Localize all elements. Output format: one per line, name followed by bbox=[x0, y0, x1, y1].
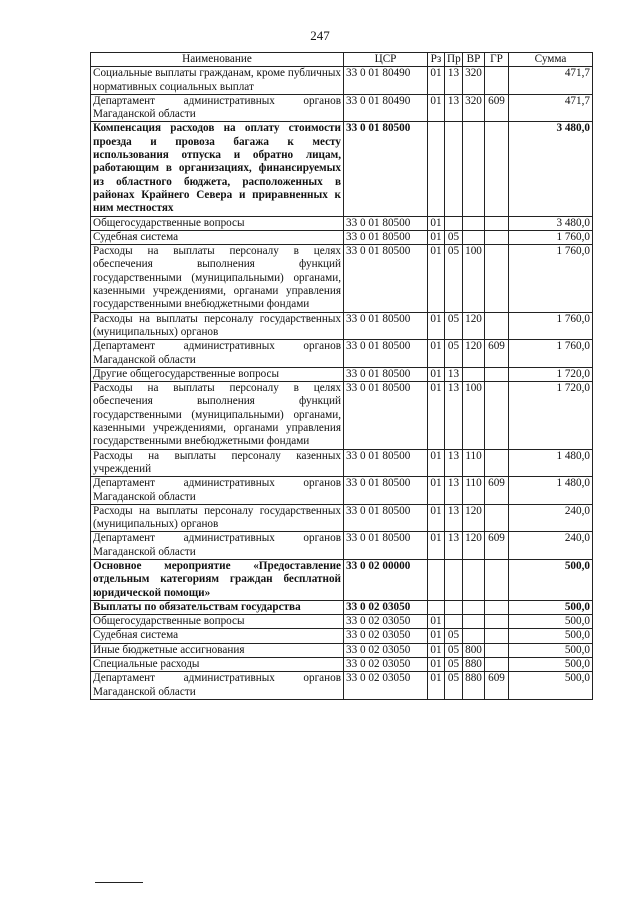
table-row bbox=[91, 122, 593, 216]
row-rz-cell: 01 bbox=[428, 67, 445, 95]
row-sum-cell: 240,0 bbox=[509, 504, 593, 532]
row-rz-cell: 01 bbox=[428, 672, 445, 700]
row-name-cell: Департамент административных органов Магаданской области bbox=[91, 672, 344, 700]
header-vr: ВР bbox=[463, 53, 485, 67]
row-csr-cell: 33 0 02 03050 bbox=[344, 600, 428, 614]
row-csr-cell: 33 0 01 80500 bbox=[344, 532, 428, 560]
row-name-cell: Расходы на выплаты персоналу государственных (муниципальных) органов bbox=[91, 312, 344, 340]
row-gr-cell bbox=[485, 504, 509, 532]
row-vr-cell bbox=[463, 122, 485, 216]
row-csr-cell: 33 0 02 03050 bbox=[344, 615, 428, 629]
table-row bbox=[91, 532, 593, 560]
row-gr-cell bbox=[485, 67, 509, 95]
row-gr-cell bbox=[485, 382, 509, 449]
row-name-cell: Департамент административных органов Магаданской области bbox=[91, 340, 344, 368]
row-gr-cell bbox=[485, 449, 509, 477]
footnote-divider bbox=[95, 882, 143, 883]
table-row bbox=[91, 382, 593, 449]
row-name-cell: Выплаты по обязательствам государства bbox=[91, 600, 344, 614]
row-vr-cell: 880 bbox=[463, 672, 485, 700]
row-csr-cell: 33 0 01 80500 bbox=[344, 382, 428, 449]
row-name-cell: Расходы на выплаты персоналу казенных учреждений bbox=[91, 449, 344, 477]
row-sum-cell: 1 760,0 bbox=[509, 312, 593, 340]
row-vr-cell: 100 bbox=[463, 382, 485, 449]
row-rz-cell: 01 bbox=[428, 532, 445, 560]
row-gr-cell bbox=[485, 600, 509, 614]
row-sum-cell: 3 480,0 bbox=[509, 216, 593, 230]
row-name-cell: Общегосударственные вопросы bbox=[91, 615, 344, 629]
row-gr-cell bbox=[485, 230, 509, 244]
row-sum-cell: 500,0 bbox=[509, 658, 593, 672]
row-csr-cell: 33 0 01 80500 bbox=[344, 340, 428, 368]
row-pr-cell: 05 bbox=[445, 230, 463, 244]
table-row bbox=[91, 449, 593, 477]
row-rz-cell: 01 bbox=[428, 216, 445, 230]
row-csr-cell: 33 0 02 03050 bbox=[344, 672, 428, 700]
table-row bbox=[91, 340, 593, 368]
row-sum-cell: 500,0 bbox=[509, 643, 593, 657]
row-rz-cell: 01 bbox=[428, 382, 445, 449]
row-name-cell: Департамент административных органов Магаданской области bbox=[91, 477, 344, 505]
row-vr-cell: 120 bbox=[463, 312, 485, 340]
row-csr-cell: 33 0 01 80500 bbox=[344, 216, 428, 230]
row-sum-cell: 3 480,0 bbox=[509, 122, 593, 216]
row-sum-cell: 1 480,0 bbox=[509, 449, 593, 477]
row-pr-cell bbox=[445, 122, 463, 216]
row-rz-cell: 01 bbox=[428, 449, 445, 477]
row-name-cell: Общегосударственные вопросы bbox=[91, 216, 344, 230]
row-rz-cell bbox=[428, 559, 445, 600]
row-csr-cell: 33 0 01 80500 bbox=[344, 449, 428, 477]
header-sum: Сумма bbox=[509, 53, 593, 67]
row-gr-cell bbox=[485, 245, 509, 312]
row-pr-cell: 05 bbox=[445, 658, 463, 672]
row-name-cell: Судебная система bbox=[91, 230, 344, 244]
row-rz-cell: 01 bbox=[428, 367, 445, 381]
row-name-cell: Иные бюджетные ассигнования bbox=[91, 643, 344, 657]
row-name-cell: Специальные расходы bbox=[91, 658, 344, 672]
row-rz-cell: 01 bbox=[428, 643, 445, 657]
row-pr-cell: 13 bbox=[445, 67, 463, 95]
row-pr-cell: 05 bbox=[445, 340, 463, 368]
row-sum-cell: 1 720,0 bbox=[509, 367, 593, 381]
row-rz-cell: 01 bbox=[428, 615, 445, 629]
row-rz-cell: 01 bbox=[428, 629, 445, 643]
table-row bbox=[91, 600, 593, 614]
row-vr-cell: 880 bbox=[463, 658, 485, 672]
row-sum-cell: 1 760,0 bbox=[509, 245, 593, 312]
row-pr-cell bbox=[445, 615, 463, 629]
row-pr-cell: 05 bbox=[445, 312, 463, 340]
row-gr-cell bbox=[485, 312, 509, 340]
row-pr-cell: 05 bbox=[445, 672, 463, 700]
row-sum-cell: 500,0 bbox=[509, 672, 593, 700]
row-csr-cell: 33 0 02 03050 bbox=[344, 658, 428, 672]
row-vr-cell: 120 bbox=[463, 532, 485, 560]
table-row bbox=[91, 672, 593, 700]
row-csr-cell: 33 0 01 80500 bbox=[344, 367, 428, 381]
row-vr-cell bbox=[463, 559, 485, 600]
row-gr-cell: 609 bbox=[485, 532, 509, 560]
row-vr-cell bbox=[463, 230, 485, 244]
row-pr-cell: 05 bbox=[445, 643, 463, 657]
header-name: Наименование bbox=[91, 53, 344, 67]
row-gr-cell bbox=[485, 122, 509, 216]
row-csr-cell: 33 0 01 80500 bbox=[344, 245, 428, 312]
row-csr-cell: 33 0 01 80500 bbox=[344, 122, 428, 216]
row-sum-cell: 500,0 bbox=[509, 629, 593, 643]
row-vr-cell: 320 bbox=[463, 94, 485, 122]
row-gr-cell bbox=[485, 367, 509, 381]
row-sum-cell: 1 480,0 bbox=[509, 477, 593, 505]
row-sum-cell: 500,0 bbox=[509, 559, 593, 600]
row-rz-cell: 01 bbox=[428, 504, 445, 532]
row-csr-cell: 33 0 01 80500 bbox=[344, 477, 428, 505]
row-csr-cell: 33 0 01 80490 bbox=[344, 67, 428, 95]
row-vr-cell bbox=[463, 629, 485, 643]
row-csr-cell: 33 0 01 80500 bbox=[344, 312, 428, 340]
row-sum-cell: 471,7 bbox=[509, 67, 593, 95]
row-gr-cell bbox=[485, 559, 509, 600]
row-pr-cell: 13 bbox=[445, 477, 463, 505]
header-pr: Пр bbox=[445, 53, 463, 67]
row-name-cell: Другие общегосударственные вопросы bbox=[91, 367, 344, 381]
row-rz-cell: 01 bbox=[428, 340, 445, 368]
table-row bbox=[91, 245, 593, 312]
row-sum-cell: 240,0 bbox=[509, 532, 593, 560]
row-vr-cell bbox=[463, 615, 485, 629]
table-header-row bbox=[91, 53, 593, 67]
row-pr-cell: 05 bbox=[445, 629, 463, 643]
table-row bbox=[91, 94, 593, 122]
row-vr-cell: 320 bbox=[463, 67, 485, 95]
row-gr-cell bbox=[485, 643, 509, 657]
row-pr-cell: 05 bbox=[445, 245, 463, 312]
row-name-cell: Расходы на выплаты персоналу государственных (муниципальных) органов bbox=[91, 504, 344, 532]
row-vr-cell: 110 bbox=[463, 449, 485, 477]
row-sum-cell: 500,0 bbox=[509, 600, 593, 614]
row-sum-cell: 1 760,0 bbox=[509, 340, 593, 368]
row-csr-cell: 33 0 02 03050 bbox=[344, 643, 428, 657]
table-row bbox=[91, 477, 593, 505]
row-pr-cell bbox=[445, 600, 463, 614]
table-row bbox=[91, 643, 593, 657]
row-gr-cell: 609 bbox=[485, 477, 509, 505]
row-gr-cell bbox=[485, 629, 509, 643]
row-sum-cell: 471,7 bbox=[509, 94, 593, 122]
row-gr-cell: 609 bbox=[485, 340, 509, 368]
row-sum-cell: 1 720,0 bbox=[509, 382, 593, 449]
table-row bbox=[91, 67, 593, 95]
table-row bbox=[91, 629, 593, 643]
row-name-cell: Департамент административных органов Магаданской области bbox=[91, 94, 344, 122]
row-rz-cell bbox=[428, 122, 445, 216]
row-csr-cell: 33 0 01 80500 bbox=[344, 504, 428, 532]
row-rz-cell: 01 bbox=[428, 94, 445, 122]
row-pr-cell: 13 bbox=[445, 367, 463, 381]
row-pr-cell: 13 bbox=[445, 94, 463, 122]
row-pr-cell: 13 bbox=[445, 504, 463, 532]
row-gr-cell: 609 bbox=[485, 94, 509, 122]
table-row bbox=[91, 230, 593, 244]
table-row bbox=[91, 312, 593, 340]
row-gr-cell bbox=[485, 216, 509, 230]
table-row bbox=[91, 559, 593, 600]
row-name-cell: Судебная система bbox=[91, 629, 344, 643]
row-csr-cell: 33 0 01 80490 bbox=[344, 94, 428, 122]
page-number: 247 bbox=[310, 28, 330, 43]
row-pr-cell: 13 bbox=[445, 382, 463, 449]
table-row bbox=[91, 615, 593, 629]
header-csr: ЦСР bbox=[344, 53, 428, 67]
row-pr-cell: 13 bbox=[445, 449, 463, 477]
row-vr-cell: 120 bbox=[463, 504, 485, 532]
row-name-cell: Расходы на выплаты персоналу в целях обеспечения выполнения функций государственными (муниципальными) органами, казенными учреждениями, органами управления государственными внебюджетными фондами bbox=[91, 382, 344, 449]
header-rz: Рз bbox=[428, 53, 445, 67]
budget-table bbox=[90, 52, 593, 700]
row-rz-cell: 01 bbox=[428, 230, 445, 244]
table-row bbox=[91, 216, 593, 230]
row-csr-cell: 33 0 02 03050 bbox=[344, 629, 428, 643]
table-row bbox=[91, 504, 593, 532]
row-vr-cell: 120 bbox=[463, 340, 485, 368]
row-csr-cell: 33 0 01 80500 bbox=[344, 230, 428, 244]
row-vr-cell: 800 bbox=[463, 643, 485, 657]
row-vr-cell bbox=[463, 600, 485, 614]
table-row bbox=[91, 658, 593, 672]
row-name-cell: Основное мероприятие «Предоставление отдельным категориям граждан бесплатной юридической помощи» bbox=[91, 559, 344, 600]
row-pr-cell: 13 bbox=[445, 532, 463, 560]
row-vr-cell bbox=[463, 216, 485, 230]
row-name-cell: Департамент административных органов Магаданской области bbox=[91, 532, 344, 560]
row-name-cell: Компенсация расходов на оплату стоимости проезда и провоза багажа к месту использования отпуска и обратно лицам, работающим в организациях, финансируемых из областного бюджета, расположенных в районах Крайнего Севера и приравненных к ним местностях bbox=[91, 122, 344, 216]
row-vr-cell: 110 bbox=[463, 477, 485, 505]
row-gr-cell bbox=[485, 615, 509, 629]
row-pr-cell bbox=[445, 559, 463, 600]
row-gr-cell bbox=[485, 658, 509, 672]
row-name-cell: Социальные выплаты гражданам, кроме публичных нормативных социальных выплат bbox=[91, 67, 344, 95]
row-rz-cell: 01 bbox=[428, 658, 445, 672]
row-gr-cell: 609 bbox=[485, 672, 509, 700]
row-csr-cell: 33 0 02 00000 bbox=[344, 559, 428, 600]
row-rz-cell: 01 bbox=[428, 312, 445, 340]
header-gr: ГР bbox=[485, 53, 509, 67]
row-sum-cell: 500,0 bbox=[509, 615, 593, 629]
row-rz-cell: 01 bbox=[428, 477, 445, 505]
row-sum-cell: 1 760,0 bbox=[509, 230, 593, 244]
row-rz-cell bbox=[428, 600, 445, 614]
row-rz-cell: 01 bbox=[428, 245, 445, 312]
row-vr-cell: 100 bbox=[463, 245, 485, 312]
row-pr-cell bbox=[445, 216, 463, 230]
row-name-cell: Расходы на выплаты персоналу в целях обеспечения выполнения функций государственными (муниципальными) органами, казенными учреждениями, органами управления государственными внебюджетными фондами bbox=[91, 245, 344, 312]
row-vr-cell bbox=[463, 367, 485, 381]
table-body bbox=[91, 67, 593, 700]
table-row bbox=[91, 367, 593, 381]
